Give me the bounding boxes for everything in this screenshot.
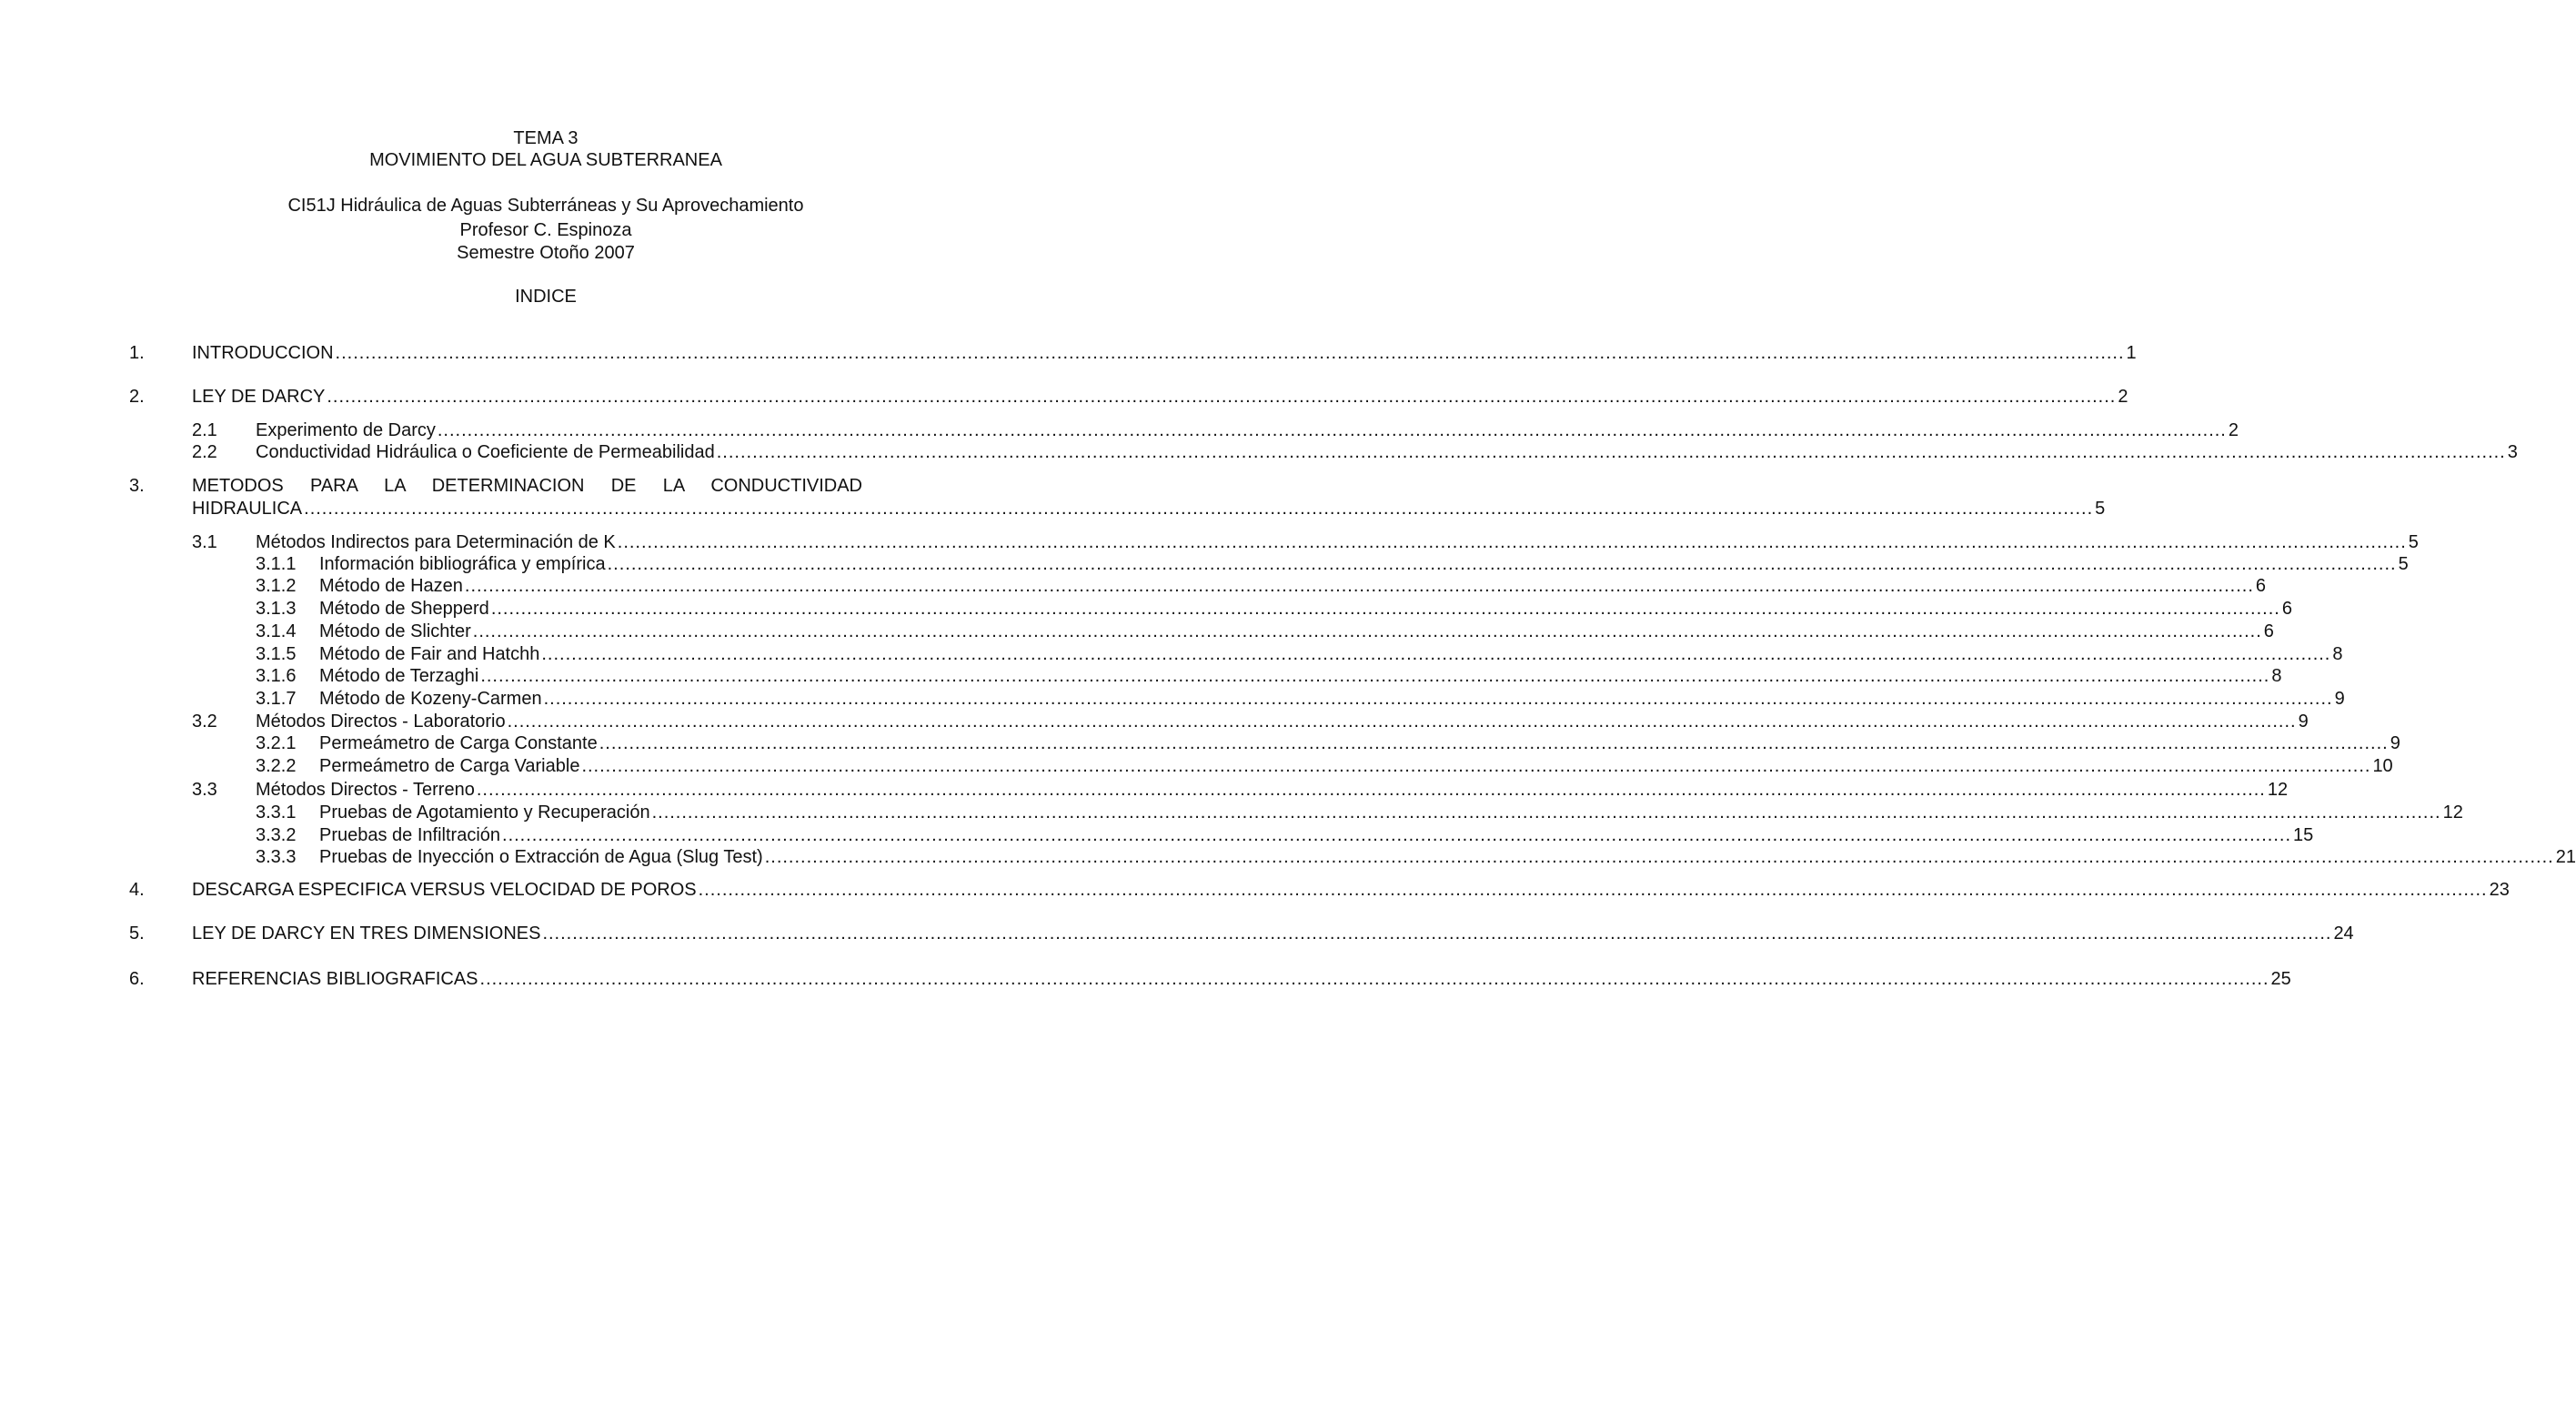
toc-entry[interactable] (319, 802, 2463, 823)
doc-title: MOVIMIENTO DEL AGUA SUBTERRANEA (369, 150, 722, 170)
toc-num: 3. (129, 476, 145, 496)
toc-page: 5 (2095, 499, 2106, 519)
toc-num: 3.3.2 (256, 825, 297, 845)
dot-leader: ............................................................................................................................................................................................................................................................................................................ (335, 343, 2125, 363)
toc-entry[interactable] (319, 732, 2400, 754)
toc-title: Método de Hazen (319, 576, 463, 596)
toc-title: Experimento de Darcy (256, 420, 436, 440)
toc-num: 3.1.3 (256, 599, 297, 619)
toc-entry[interactable] (319, 665, 2282, 687)
toc-num: 3.3.1 (256, 802, 297, 823)
index-heading: INDICE (515, 287, 577, 307)
toc-num: 3.1.4 (256, 621, 297, 641)
toc-entry[interactable] (319, 575, 2267, 597)
toc-title: Métodos Indirectos para Determinación de K (256, 532, 616, 552)
toc-entry[interactable] (256, 531, 2419, 553)
dot-leader: ............................................................................................................................................................................................................................................................................................................ (542, 923, 2332, 944)
toc-entry[interactable] (256, 779, 2289, 801)
toc-title: Información bibliográfica y empírica (319, 554, 606, 574)
dot-leader: ............................................................................................................................................................................................................................................................................................................ (617, 532, 2407, 552)
toc-num: 3.1.7 (256, 689, 297, 709)
dot-leader: ............................................................................................................................................................................................................................................................................................................ (651, 802, 2441, 823)
toc-entry[interactable] (192, 386, 2128, 408)
toc-page: 8 (2271, 666, 2282, 686)
toc-num: 2. (129, 387, 145, 407)
toc-page: 25 (2270, 969, 2291, 989)
toc-entry[interactable] (256, 419, 2239, 441)
dot-leader: ............................................................................................................................................................................................................................................................................................................ (502, 825, 2292, 845)
toc-num: 3.1.6 (256, 666, 297, 686)
toc-num: 6. (129, 969, 145, 989)
toc-page: 24 (2333, 923, 2354, 944)
toc-title: Métodos Directos - Terreno (256, 780, 475, 800)
toc-title: Método de Kozeny-Carmen (319, 689, 542, 709)
toc-title: REFERENCIAS BIBLIOGRAFICAS (192, 969, 478, 989)
toc-title: DESCARGA ESPECIFICA VERSUS VELOCIDAD DE POROS (192, 880, 697, 900)
toc-title: Método de Fair and Hatchh (319, 644, 540, 664)
dot-leader: ............................................................................................................................................................................................................................................................................................................ (581, 756, 2371, 776)
toc-entry[interactable] (319, 824, 2314, 846)
toc-title-line1: METODOS PARA LA DETERMINACION DE LA CONDUCTIVIDAD (192, 476, 862, 496)
toc-num: 3.1.2 (256, 576, 297, 596)
toc-title: INTRODUCCION (192, 343, 334, 363)
toc-title: Permeámetro de Carga Constante (319, 733, 598, 753)
toc-num: 3.3 (192, 780, 217, 800)
toc-page: 12 (2267, 780, 2289, 800)
dot-leader: ............................................................................................................................................................................................................................................................................................................ (698, 880, 2488, 900)
toc-num: 2.1 (192, 420, 217, 440)
dot-leader: ............................................................................................................................................................................................................................................................................................................ (607, 554, 2397, 574)
toc-entry[interactable] (319, 755, 2393, 777)
toc-title: Pruebas de Infiltración (319, 825, 501, 845)
dot-leader: ............................................................................................................................................................................................................................................................................................................ (479, 969, 2269, 989)
toc-title: Método de Terzaghi (319, 666, 479, 686)
toc-entry[interactable] (319, 688, 2345, 710)
toc-title: Métodos Directos - Laboratorio (256, 712, 506, 732)
toc-page: 8 (2332, 644, 2343, 664)
toc-page: 6 (2255, 576, 2267, 596)
toc-title: Método de Slichter (319, 621, 471, 641)
toc-title: HIDRAULICA (192, 499, 303, 519)
toc-num: 2.2 (192, 442, 217, 462)
dot-leader: ............................................................................................................................................................................................................................................................................................................ (764, 847, 2554, 867)
toc-page: 2 (2228, 420, 2239, 440)
toc-num: 3.1 (192, 532, 217, 552)
toc-num: 1. (129, 343, 145, 363)
toc-num: 3.1.1 (256, 554, 297, 574)
toc-page: 23 (2489, 880, 2510, 900)
toc-title: Permeámetro de Carga Variable (319, 756, 580, 776)
toc-num: 3.2 (192, 712, 217, 732)
toc-entry[interactable] (192, 968, 2291, 990)
toc-entry[interactable] (192, 498, 2106, 520)
toc-page: 5 (2408, 532, 2419, 552)
dot-leader: ............................................................................................................................................................................................................................................................................................................ (480, 666, 2270, 686)
toc-title: Método de Shepperd (319, 599, 489, 619)
toc-entry[interactable] (192, 923, 2354, 944)
doc-tema: TEMA 3 (513, 128, 579, 148)
toc-page: 2 (2118, 387, 2128, 407)
toc-num: 4. (129, 880, 145, 900)
course-name: CI51J Hidráulica de Aguas Subterráneas y Su Aprovechamiento (287, 196, 804, 216)
toc-page: 21 (2555, 847, 2576, 867)
toc-num: 3.3.3 (256, 847, 297, 867)
dot-leader: ............................................................................................................................................................................................................................................................................................................ (437, 420, 2227, 440)
toc-entry[interactable] (319, 621, 2274, 642)
dot-leader: ............................................................................................................................................................................................................................................................................................................ (464, 576, 2254, 596)
toc-page: 6 (2281, 599, 2292, 619)
toc-page: 3 (2507, 442, 2518, 462)
dot-leader: ............................................................................................................................................................................................................................................................................................................ (476, 780, 2266, 800)
toc-page: 9 (2334, 689, 2345, 709)
toc-page: 6 (2263, 621, 2274, 641)
toc-entry[interactable] (319, 598, 2292, 620)
professor: Profesor C. Espinoza (459, 220, 632, 240)
toc-page: 1 (2126, 343, 2137, 363)
toc-num: 3.2.2 (256, 756, 297, 776)
toc-title: LEY DE DARCY (192, 387, 326, 407)
dot-leader: ............................................................................................................................................................................................................................................................................................................ (304, 499, 2094, 519)
semester: Semestre Otoño 2007 (457, 243, 635, 263)
toc-page: 9 (2390, 733, 2400, 753)
dot-leader: ............................................................................................................................................................................................................................................................................................................ (507, 712, 2297, 732)
toc-page: 15 (2293, 825, 2314, 845)
dot-leader: ............................................................................................................................................................................................................................................................................................................ (716, 442, 2506, 462)
toc-page: 10 (2372, 756, 2393, 776)
toc-title: LEY DE DARCY EN TRES DIMENSIONES (192, 923, 541, 944)
toc-entry[interactable] (319, 846, 2576, 868)
toc-page: 12 (2442, 802, 2463, 823)
toc-num: 3.1.5 (256, 644, 297, 664)
toc-title: Pruebas de Inyección o Extracción de Agua (Slug Test) (319, 847, 763, 867)
toc-entry[interactable] (256, 711, 2309, 732)
toc-entry[interactable] (192, 342, 2137, 364)
dot-leader: ............................................................................................................................................................................................................................................................................................................ (490, 599, 2280, 619)
toc-entry[interactable] (319, 553, 2409, 575)
toc-num: 3.2.1 (256, 733, 297, 753)
toc-title: Conductividad Hidráulica o Coeficiente de Permeabilidad (256, 442, 715, 462)
dot-leader: ............................................................................................................................................................................................................................................................................................................ (472, 621, 2262, 641)
dot-leader: ............................................................................................................................................................................................................................................................................................................ (543, 689, 2333, 709)
toc-entry[interactable] (192, 879, 2510, 901)
toc-entry[interactable] (256, 441, 2518, 463)
dot-leader: ............................................................................................................................................................................................................................................................................................................ (599, 733, 2389, 753)
toc-title: Pruebas de Agotamiento y Recuperación (319, 802, 650, 823)
toc-num: 5. (129, 923, 145, 944)
toc-page: 9 (2298, 712, 2309, 732)
dot-leader: ............................................................................................................................................................................................................................................................................................................ (327, 387, 2117, 407)
dot-leader: ............................................................................................................................................................................................................................................................................................................ (541, 644, 2331, 664)
toc-entry[interactable] (319, 643, 2343, 665)
toc-page: 5 (2398, 554, 2409, 574)
